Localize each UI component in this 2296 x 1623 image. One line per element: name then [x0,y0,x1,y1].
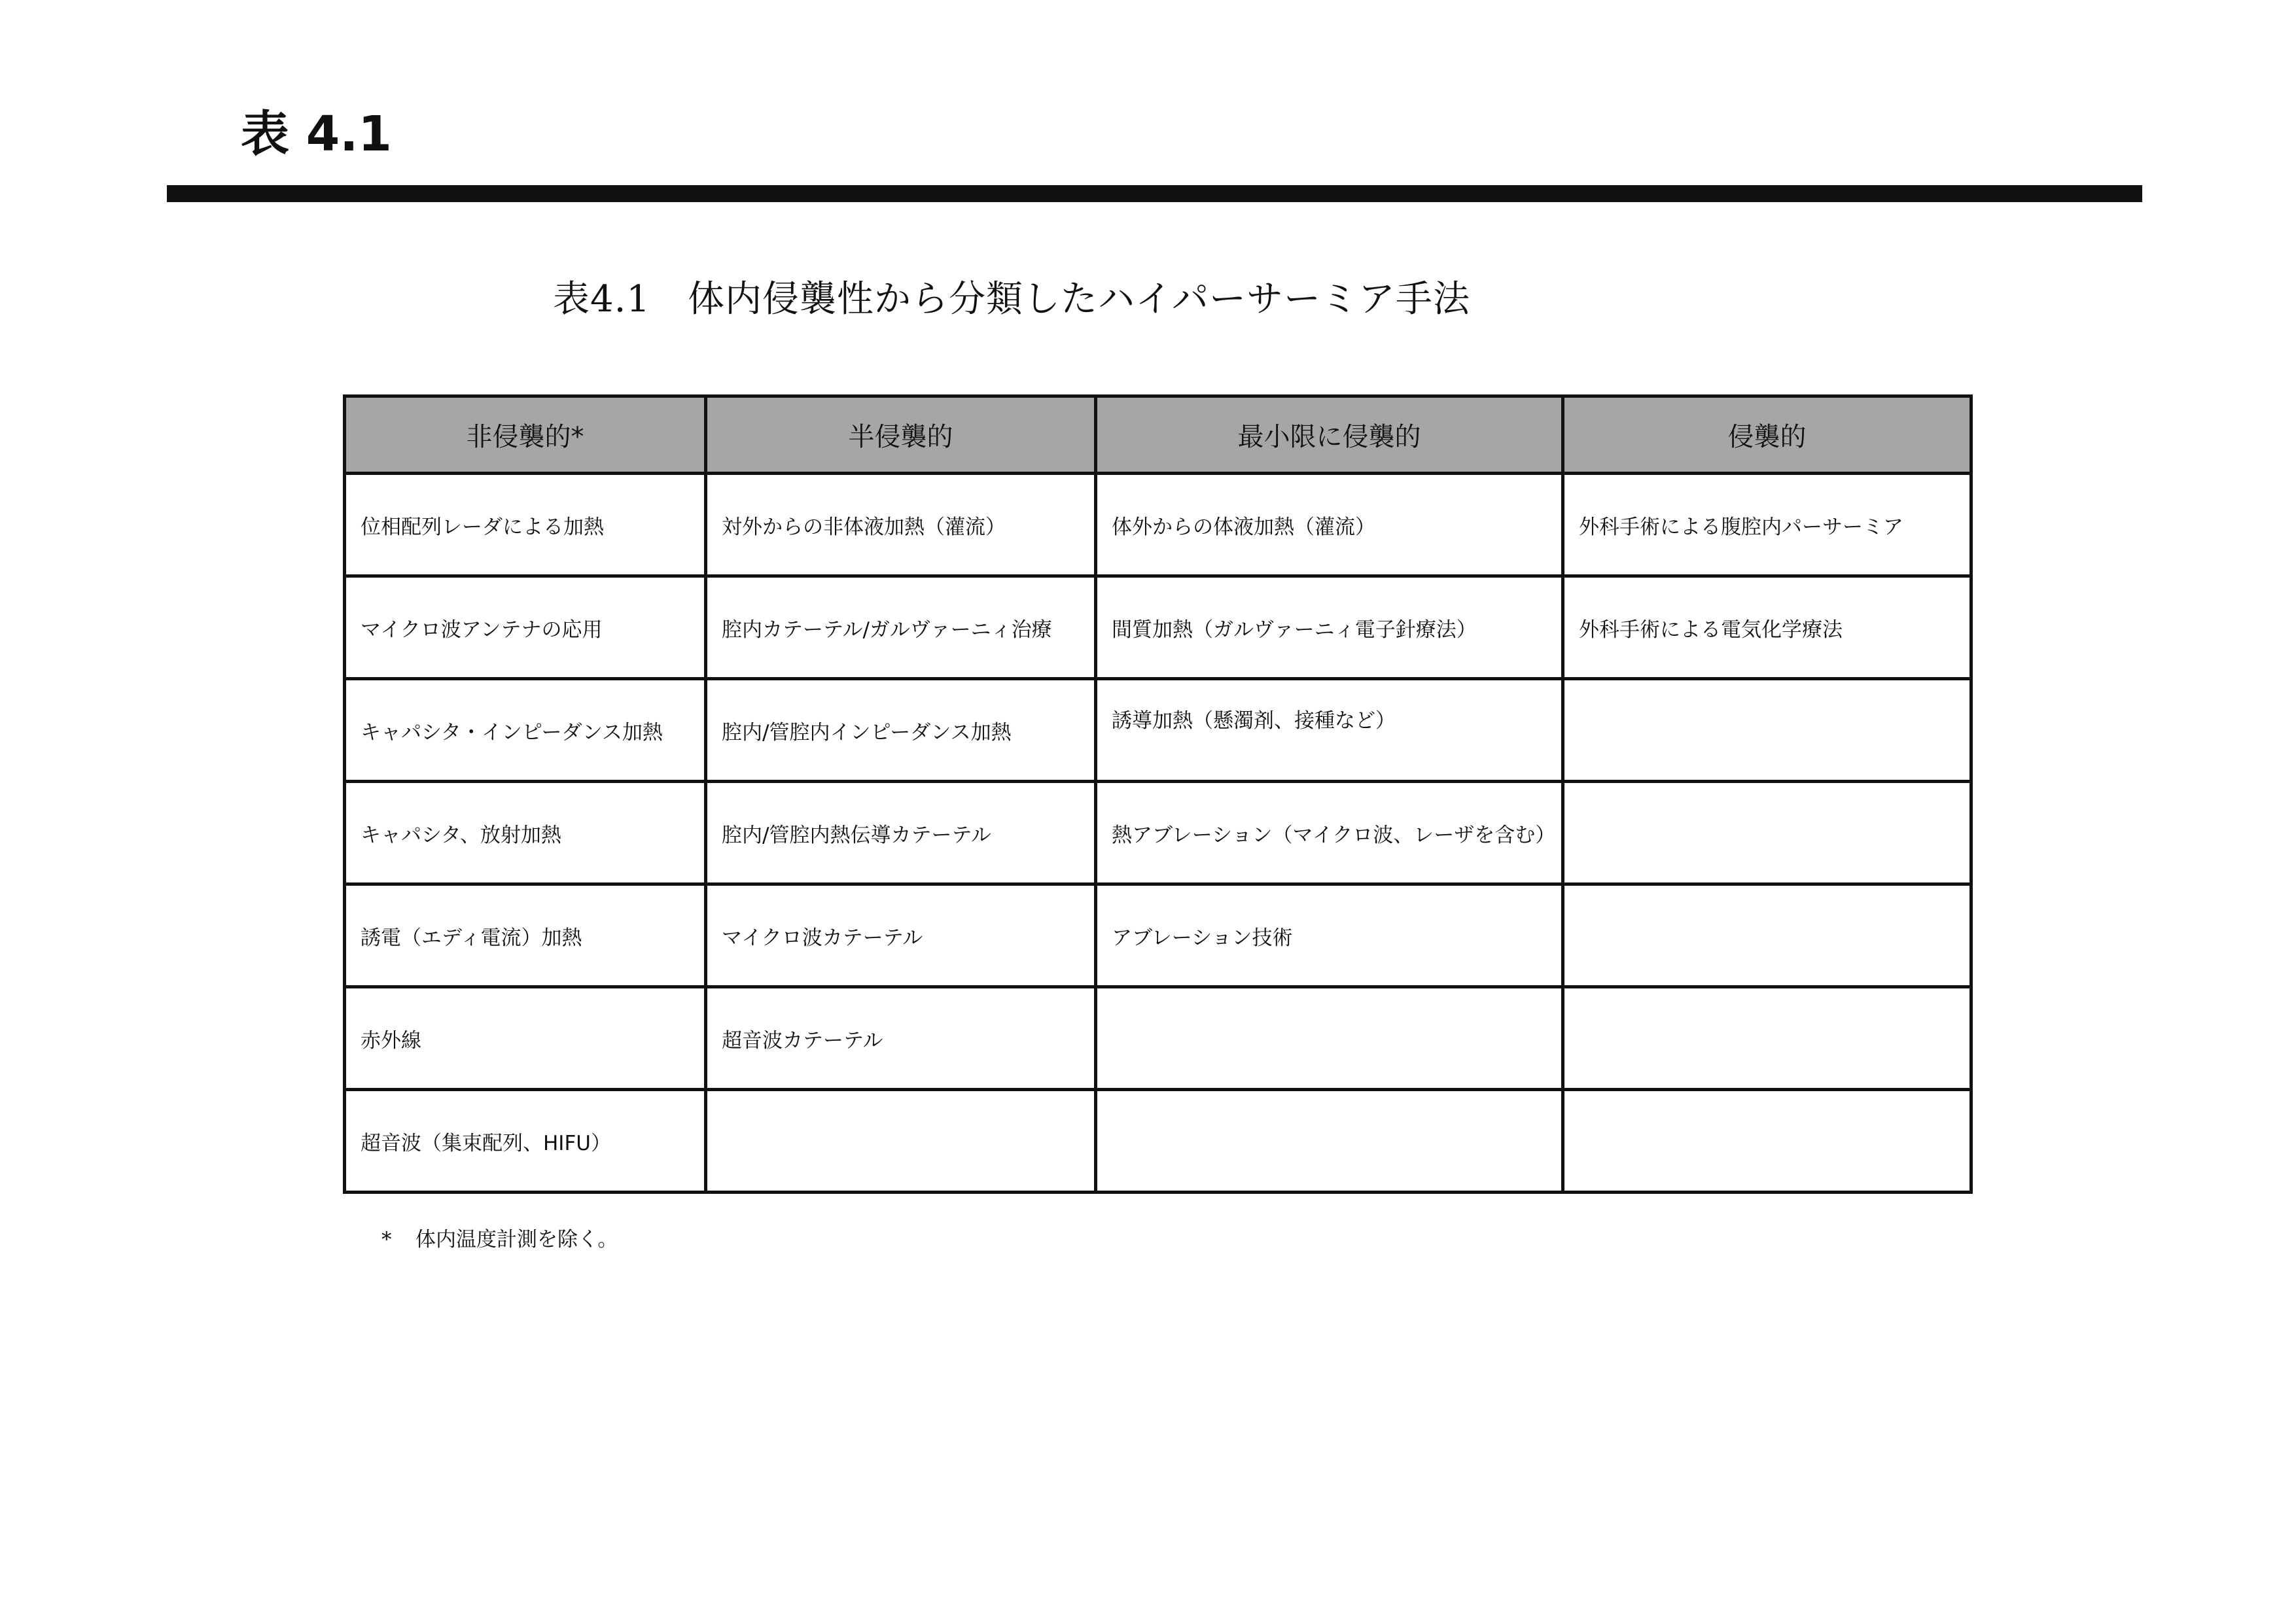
table-cell: 誘電（エディ電流）加熱 [345,884,706,987]
table-cell: マイクロ波アンテナの応用 [345,576,706,679]
table-row [345,987,1971,1090]
table-cell: 超音波カテーテル [706,987,1096,1090]
table-cell: 間質加熱（ガルヴァーニィ電子針療法） [1096,576,1563,679]
table-cell [1563,987,1971,1090]
table-cell: 位相配列レーダによる加熱 [345,474,706,576]
table-cell: 外科手術による電気化学療法 [1563,576,1971,679]
footnote [381,1230,618,1250]
table-cell [1563,1090,1971,1193]
table-cell: マイクロ波カテーテル [706,884,1096,987]
table-cell: 赤外線 [345,987,706,1090]
table-cell: 腔内/管腔内インピーダンス加熱 [706,679,1096,782]
table-row [345,884,1971,987]
table-cell: 腔内カテーテル/ガルヴァーニィ治療 [706,576,1096,679]
table-cell: 体外からの体液加熱（灌流） [1096,474,1563,576]
table-cell [1563,884,1971,987]
hyperthermia-methods-table [343,394,1973,1194]
table-cell [1563,679,1971,782]
table-row [345,474,1971,576]
table-cell [1096,1090,1563,1193]
table-cell: キャパシタ・インピーダンス加熱 [345,679,706,782]
table-cell: 対外からの非体液加熱（灌流） [706,474,1096,576]
footnote-mark: * [381,1228,392,1251]
table-cell [1096,987,1563,1090]
heading-rule [167,185,2142,202]
table-cell: 超音波（集束配列、HIFU） [345,1090,706,1193]
footnote-text: 体内温度計測を除く。 [415,1228,618,1251]
header-minimally-invasive: 最小限に侵襲的 [1096,396,1563,474]
table-header-row [345,396,1971,474]
table-row [345,576,1971,679]
table-cell: 腔内/管腔内熱伝導カテーテル [706,782,1096,884]
table-cell: キャパシタ、放射加熱 [345,782,706,884]
header-noninvasive: 非侵襲的* [345,396,706,474]
table-caption: 表4.1 体内侵襲性から分類したハイパーサーミア手法 [553,278,1470,321]
header-invasive: 侵襲的 [1563,396,1971,474]
table-row [345,679,1971,782]
table-row [345,782,1971,884]
table-cell [1563,782,1971,884]
table-cell: アブレーション技術 [1096,884,1563,987]
table-cell: 熱アブレーション（マイクロ波、レーザを含む） [1096,782,1563,884]
page-heading: 表 4.1 [241,106,392,162]
table-row [345,1090,1971,1193]
table-cell: 外科手術による腹腔内パーサーミア [1563,474,1971,576]
table-cell: 誘導加熱（懸濁剤、接種など） [1096,679,1563,782]
table-cell [706,1090,1096,1193]
header-semi-invasive: 半侵襲的 [706,396,1096,474]
